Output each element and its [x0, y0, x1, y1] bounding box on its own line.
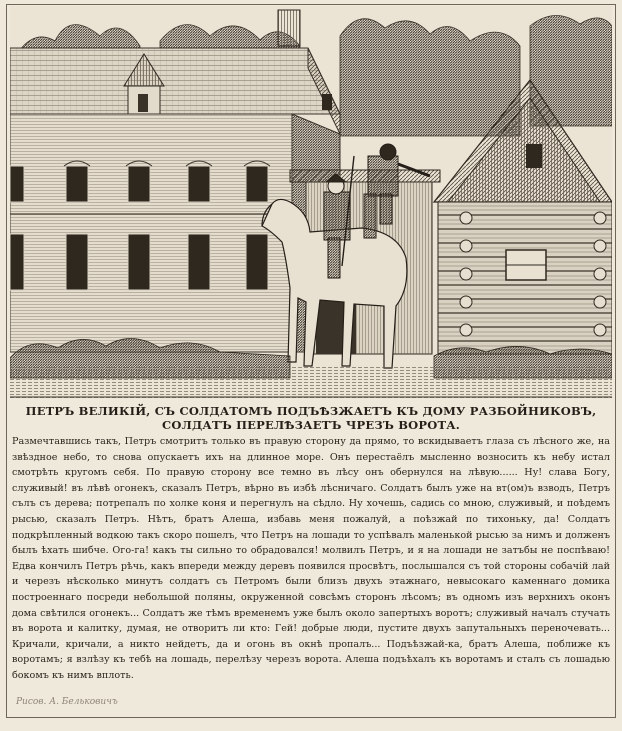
story-text: Размечтавшись такъ, Петръ смотритъ только въ правую сторону да прямо, то вскидываетъ глаза съ лѣсного же, на звѣздное небо, то снова опускаетъ ихъ на длинное море. Онъ перестаёлъ мысленно возносить къ небу истал смотрѣть кругомъ себя. По правую сторону все темно въ лѣсу онъ обернулся на лѣвую...... Ну! слава Богу, служивый! въ лѣвѣ огонекъ, сказалъ Петръ, вѣрно въ избѣ лѣсничаго. Солдатъ былъ уже на вт(ом)ъ взводъ, Петръ сълъ съ дерева; потрепалъ по холке коня и перегнулъ на сѣдло. Ну хочешь, садись со мною, служивый, и поѣдемъ рысью, сказалъ Петръ. Нѣтъ, братъ Алеша, избавь меня пожалуй, а поѣзжай по тихоньку, да! Солдатъ подкрѣпленный водкою такъ скоро пошелъ, что Петръ на лошади то успѣвалъ маленькой рысью за нимъ и долженъ былъ ѣхать шибче. Ого-га! какъ ты сильно то обрадовался! молвилъ Петръ, и я на лошади не затъбы не поспѣваю! Едва кончилъ Петръ рѣчь, какъ впереди между деревъ появился просвѣтъ, послышался съ той стороны собачій лай и черезъ нѣсколько минутъ солдатъ съ Петромъ были близъ двухъ этажнаго, невысокаго каменнаго домика построеннаго посреди небольшой поляны, окруженной совсѣмъ сторонъ лѣсомъ; въ одномъ изъ верхнихъ оконъ дома свѣтился огонекъ... Солдатъ же тѣмъ временемъ уже былъ около запертыхъ воротъ; служивый началъ стучать въ ворота и калитку, думая, не отворитъ ли кто: Гей! добрые люди, пустите двухъ запутальныхъ переночевать... Кричали, кричали, а никто нейдетъ, да и огонь въ окнѣ пропалъ... Подъѣзжай-ка, братъ Алеша, поближе къ воротамъ; я взлѣзу къ тебѣ на лошадь, перелѣзу черезъ ворота. Алеша подъѣхалъ къ воротамъ и сталъ съ лошадью бокомъ къ нимъ вплоть.	[12, 436, 610, 681]
engraving-caption: ПЕТРЪ ВЕЛИКІЙ, СЪ СОЛДАТОМЪ ПОДЪѢЗЖАЕТЪ КЪ ДОМУ РАЗБОЙНИКОВЪ, СОЛДАТЪ ПЕРЕЛѢЗАЕТЪ ЧРЕЗЪ ВОРОТА.	[25, 404, 597, 432]
engraving-illustration	[10, 6, 612, 398]
artist-signature: Рисов. А. Бельковичъ	[16, 697, 118, 707]
